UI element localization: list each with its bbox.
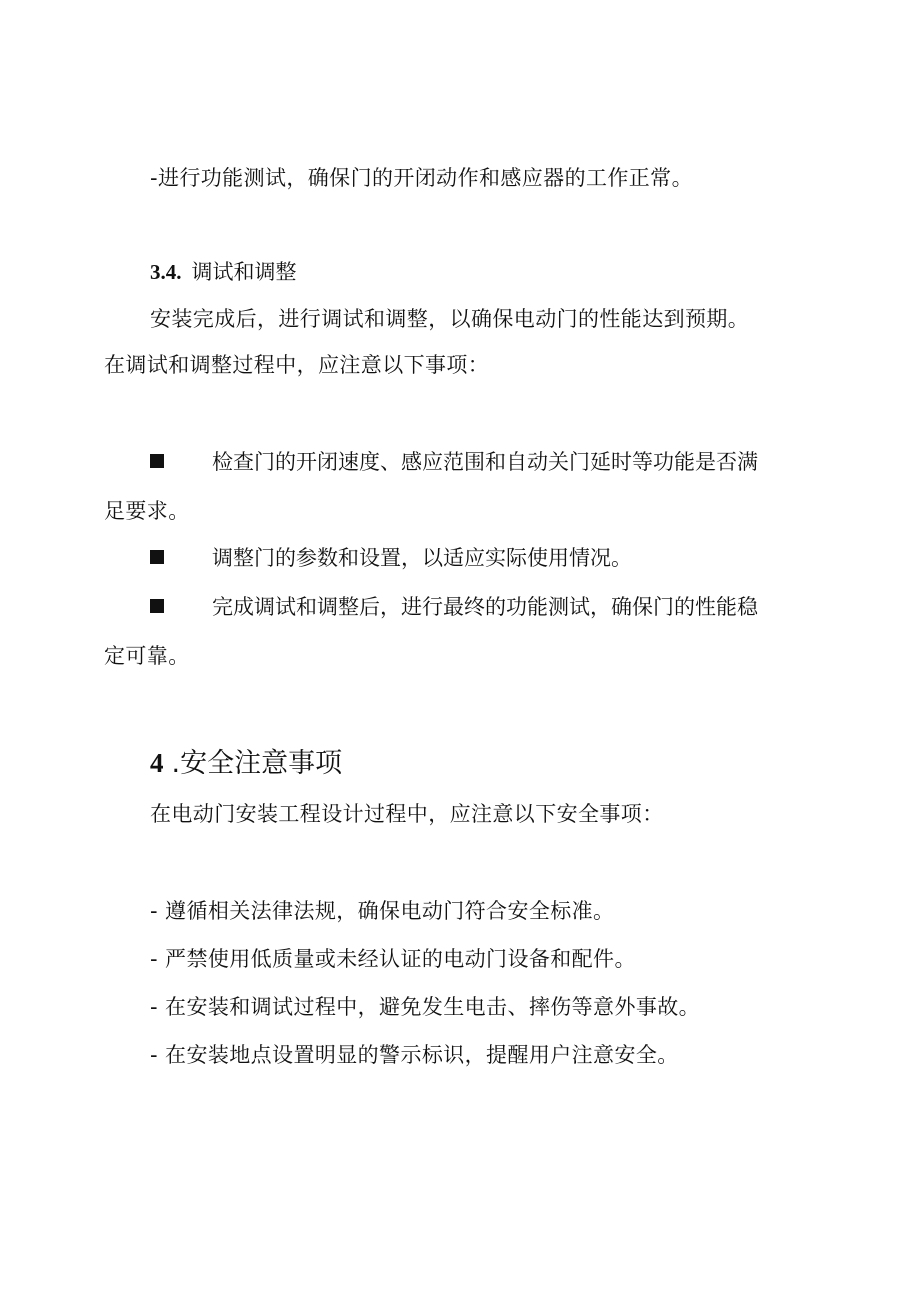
- section-title: .安全注意事项: [171, 748, 343, 779]
- paragraph-line: 安装完成后，进行调试和调整，以确保电动门的性能达到预期。: [150, 307, 750, 331]
- section-heading-3-4: [150, 258, 297, 286]
- section-number: 3.4.: [150, 260, 182, 284]
- bullet-continuation: 定可靠。: [104, 644, 190, 668]
- dash-list-item: - 在安装和调试过程中，避免发生电击、摔伤等意外事故。: [150, 995, 701, 1019]
- bullet-text: 检查门的开闭速度、感应范围和自动关门延时等功能是否满: [212, 450, 758, 474]
- square-bullet-icon: [150, 454, 164, 468]
- dash-list-item: - 在安装地点设置明显的警示标识，提醒用户注意安全。: [150, 1043, 679, 1067]
- section-title: 调试和调整: [191, 260, 297, 284]
- bullet-item: [150, 448, 758, 476]
- bullet-text: 调整门的参数和设置，以适应实际使用情况。: [212, 546, 632, 570]
- section-number: 4: [150, 748, 164, 778]
- bullet-item: [150, 593, 758, 621]
- paragraph-line: 在电动门安装工程设计过程中，应注意以下安全事项：: [150, 802, 664, 826]
- bullet-text: 完成调试和调整后，进行最终的功能测试，确保门的性能稳: [212, 595, 758, 619]
- square-bullet-icon: [150, 599, 164, 613]
- bullet-continuation: 足要求。: [104, 499, 190, 523]
- dash-list-item: - 严禁使用低质量或未经认证的电动门设备和配件。: [150, 947, 636, 971]
- paragraph-line: 在调试和调整过程中，应注意以下事项：: [104, 353, 490, 377]
- dash-list-item: - 遵循相关法律法规，确保电动门符合安全标准。: [150, 899, 615, 923]
- paragraph-line: -进行功能测试，确保门的开闭动作和感应器的工作正常。: [150, 166, 693, 190]
- section-heading-4: [150, 746, 342, 781]
- square-bullet-icon: [150, 550, 164, 564]
- bullet-item: [150, 544, 632, 572]
